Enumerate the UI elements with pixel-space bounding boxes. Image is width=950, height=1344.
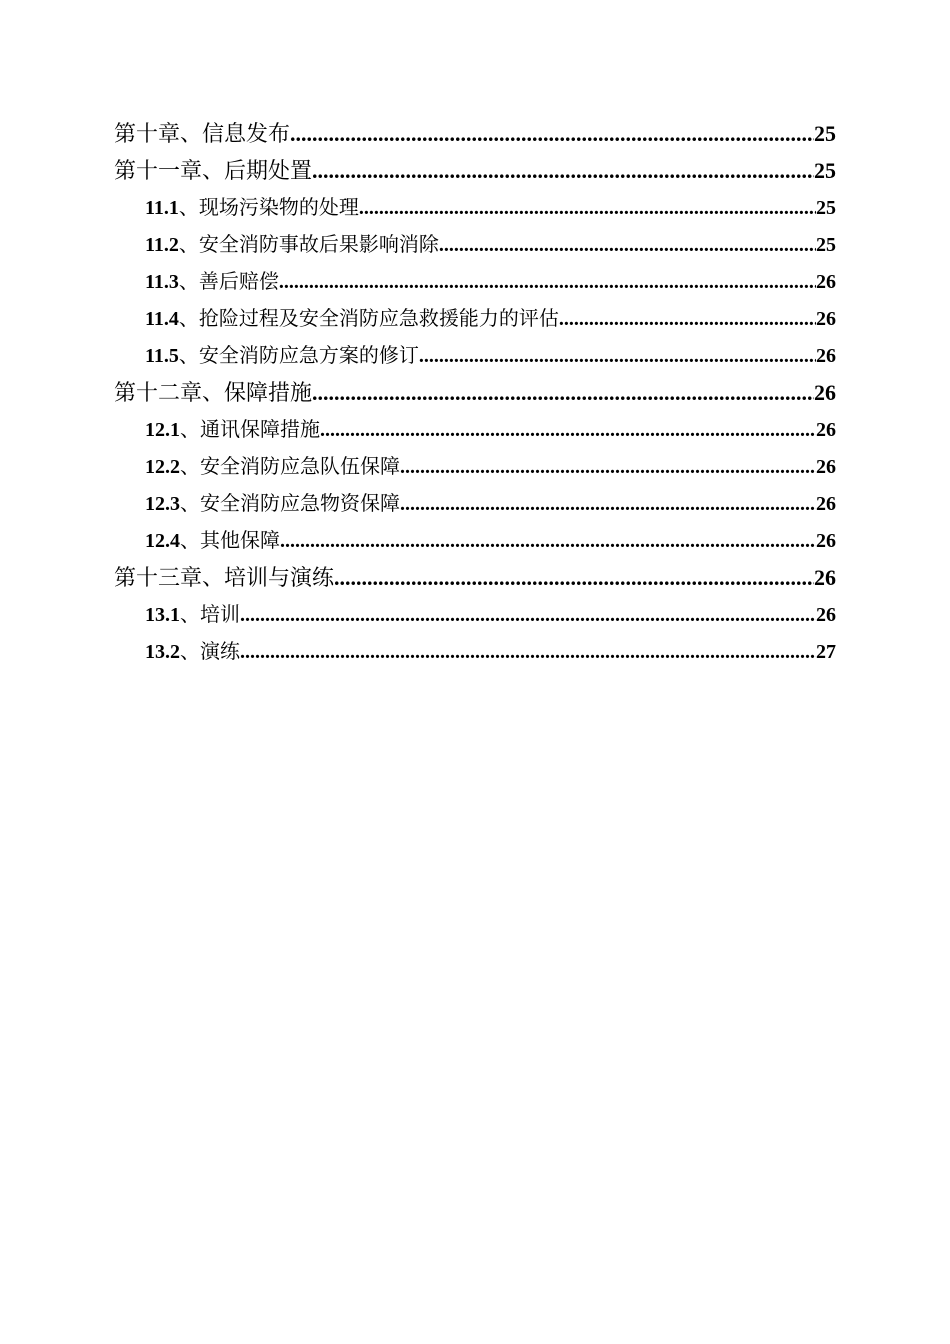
toc-page-number: 25 bbox=[816, 234, 836, 256]
toc-page-number: 26 bbox=[816, 345, 836, 367]
toc-entry-section-12-4[interactable] bbox=[114, 522, 836, 559]
toc-page-number: 26 bbox=[816, 530, 836, 552]
toc-leader-dots bbox=[290, 115, 814, 152]
toc-entry-section-11-5[interactable] bbox=[114, 337, 836, 374]
table-of-contents bbox=[114, 115, 836, 670]
toc-entry-title: 第十章、信息发布 bbox=[114, 122, 291, 147]
toc-leader-dots bbox=[400, 449, 816, 485]
toc-entry-title: 第十一章、后期处置 bbox=[114, 159, 313, 184]
toc-leader-dots bbox=[559, 301, 816, 337]
toc-entry-title: 11.1、现场污染物的处理 bbox=[145, 195, 359, 219]
toc-entry-section-12-3[interactable] bbox=[114, 485, 836, 522]
toc-entry-section-13-2[interactable] bbox=[114, 633, 836, 670]
toc-page-number: 26 bbox=[816, 456, 836, 478]
toc-leader-dots bbox=[419, 338, 816, 374]
toc-entry-title: 第十三章、培训与演练 bbox=[114, 566, 335, 591]
toc-leader-dots bbox=[280, 523, 816, 559]
toc-entry-title: 11.2、安全消防事故后果影响消除 bbox=[145, 232, 439, 256]
toc-leader-dots bbox=[240, 597, 816, 633]
toc-leader-dots bbox=[312, 152, 814, 189]
toc-entry-title: 11.3、善后赔偿 bbox=[145, 269, 279, 293]
toc-page-number: 26 bbox=[816, 308, 836, 330]
toc-entry-title: 13.2、演练 bbox=[145, 639, 240, 663]
toc-page-number: 27 bbox=[816, 641, 836, 663]
toc-entry-title: 12.1、通讯保障措施 bbox=[145, 417, 320, 441]
toc-entry-section-11-2[interactable] bbox=[114, 226, 836, 263]
toc-entry-chapter-12[interactable] bbox=[114, 374, 836, 411]
toc-entry-section-11-1[interactable] bbox=[114, 189, 836, 226]
toc-leader-dots bbox=[439, 227, 816, 263]
toc-page-number: 26 bbox=[814, 565, 836, 590]
toc-leader-dots bbox=[334, 559, 814, 596]
toc-page-number: 26 bbox=[814, 380, 836, 405]
toc-entry-title: 12.3、安全消防应急物资保障 bbox=[145, 491, 400, 515]
toc-leader-dots bbox=[400, 486, 816, 522]
toc-entry-title: 第十二章、保障措施 bbox=[114, 381, 313, 406]
toc-page-number: 25 bbox=[816, 197, 836, 219]
toc-leader-dots bbox=[279, 264, 816, 300]
toc-leader-dots bbox=[320, 412, 816, 448]
toc-entry-section-11-4[interactable] bbox=[114, 300, 836, 337]
toc-entry-title: 11.5、安全消防应急方案的修订 bbox=[145, 343, 419, 367]
toc-entry-title: 12.4、其他保障 bbox=[145, 528, 280, 552]
toc-entry-title: 13.1、培训 bbox=[145, 602, 240, 626]
toc-leader-dots bbox=[312, 374, 814, 411]
toc-entry-title: 12.2、安全消防应急队伍保障 bbox=[145, 454, 400, 478]
toc-leader-dots bbox=[359, 190, 816, 226]
toc-page-number: 25 bbox=[814, 158, 836, 183]
toc-entry-chapter-13[interactable] bbox=[114, 559, 836, 596]
toc-page-number: 26 bbox=[816, 604, 836, 626]
toc-entry-chapter-11[interactable] bbox=[114, 152, 836, 189]
toc-entry-chapter-10[interactable] bbox=[114, 115, 836, 152]
toc-page-number: 26 bbox=[816, 493, 836, 515]
toc-entry-section-13-1[interactable] bbox=[114, 596, 836, 633]
toc-page-number: 26 bbox=[816, 419, 836, 441]
toc-leader-dots bbox=[240, 634, 816, 670]
toc-page-number: 26 bbox=[816, 271, 836, 293]
toc-entry-section-11-3[interactable] bbox=[114, 263, 836, 300]
toc-entry-section-12-1[interactable] bbox=[114, 411, 836, 448]
toc-entry-section-12-2[interactable] bbox=[114, 448, 836, 485]
toc-page-number: 25 bbox=[814, 121, 836, 146]
toc-entry-title: 11.4、抢险过程及安全消防应急救援能力的评估 bbox=[145, 306, 559, 330]
